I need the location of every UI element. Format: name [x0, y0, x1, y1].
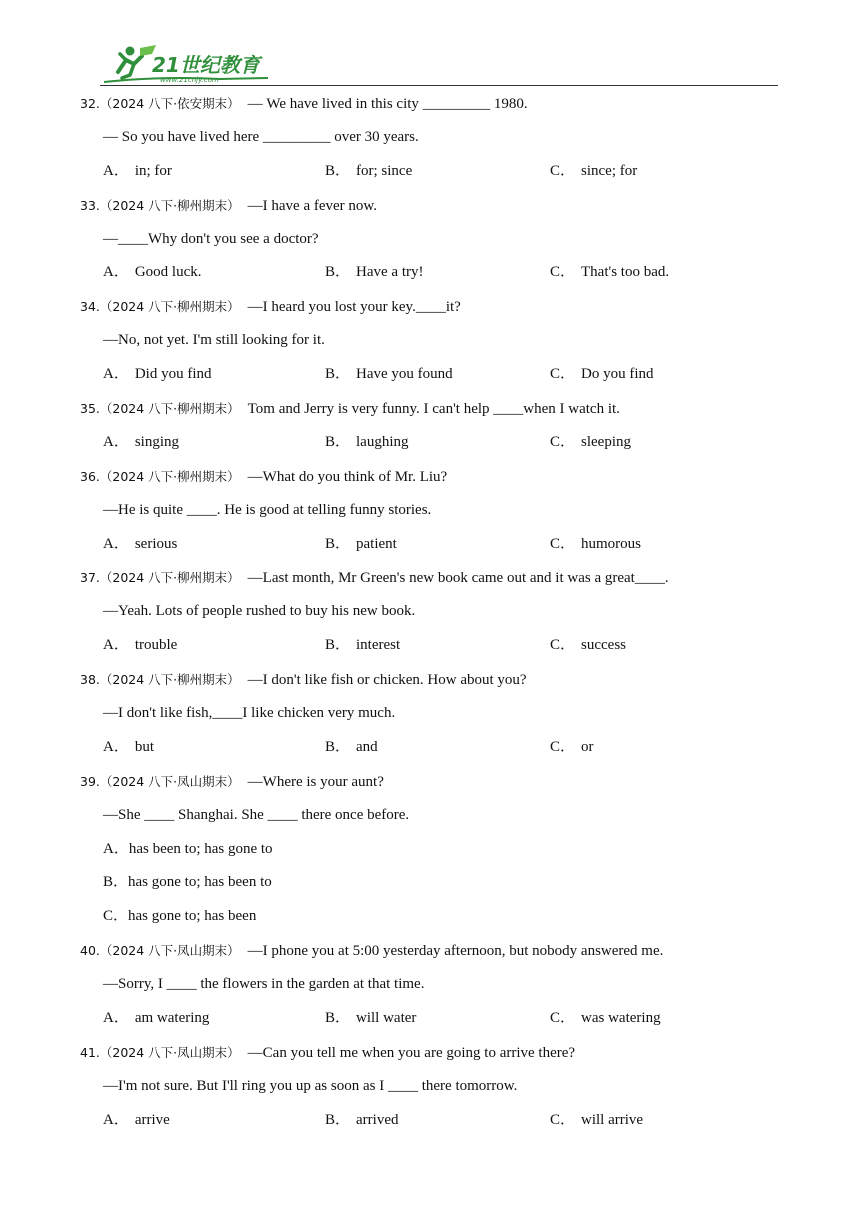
question-text: —What do you think of Mr. Liu? — [247, 468, 448, 485]
question-number: 33. — [80, 197, 100, 213]
option-letter: A． — [103, 535, 129, 552]
question-text: Tom and Jerry is very funny. I can't help ____when I watch it. — [247, 401, 620, 418]
dialogue-line: —She ____ Shanghai. She ____ there once before. — [103, 806, 410, 823]
options-row — [80, 633, 780, 667]
question-source: （2024 八下·柳州期末） — [99, 570, 240, 586]
option-text: has gone to; has been — [128, 908, 257, 925]
header-rule — [100, 85, 778, 86]
option-text: and — [356, 738, 378, 755]
option-c — [550, 159, 637, 184]
question-number: 34. — [80, 299, 100, 315]
option-text: Do you find — [581, 366, 654, 383]
option-c — [550, 1006, 661, 1031]
option-c — [550, 362, 654, 387]
options-row — [80, 735, 780, 769]
logo-21cnjy — [100, 42, 270, 84]
question-text: —I phone you at 5:00 yesterday afternoon, but nobody answered me. — [247, 943, 664, 960]
question-text: —I have a fever now. — [247, 197, 378, 214]
question-number: 40. — [80, 943, 100, 959]
options-row — [80, 260, 780, 294]
option-text: for; since — [356, 162, 413, 179]
option-c — [550, 633, 626, 658]
question-number: 38. — [80, 672, 100, 688]
question-35 — [80, 396, 780, 464]
option-text: am watering — [134, 1010, 210, 1027]
option-text: trouble — [134, 637, 178, 654]
option-letter: B． — [325, 1111, 351, 1128]
question-text: —Last month, Mr Green's new book came out and it was a great____. — [247, 570, 669, 587]
question-source: （2024 八下·柳州期末） — [99, 672, 240, 688]
question-source: （2024 八下·凤山期末） — [99, 773, 240, 789]
option-text: serious — [134, 535, 178, 552]
option-b — [325, 362, 453, 387]
option-letter: C． — [550, 738, 576, 755]
option-c — [550, 1108, 643, 1133]
option-letter: A． — [103, 1111, 129, 1128]
logo-text: 21世纪教育 — [152, 53, 260, 77]
options-row — [80, 430, 780, 464]
option-letter: C． — [550, 433, 576, 450]
option-letter: C． — [550, 366, 576, 383]
option-text: humorous — [581, 535, 642, 552]
question-stem — [80, 91, 780, 125]
option-text: patient — [356, 535, 397, 552]
option-b — [325, 430, 409, 455]
question-list — [80, 91, 780, 1142]
option-a — [103, 532, 177, 557]
page-header — [100, 40, 780, 86]
question-source: （2024 八下·柳州期末） — [99, 197, 240, 213]
question-39 — [80, 769, 780, 938]
options-row — [80, 1006, 780, 1040]
question-number: 36. — [80, 468, 100, 484]
question-number: 39. — [80, 773, 100, 789]
option-c — [550, 430, 631, 455]
question-38 — [80, 667, 780, 769]
question-stem — [80, 193, 780, 227]
option-text: Have you found — [356, 366, 453, 383]
option-a — [103, 1108, 170, 1133]
option-letter: C． — [103, 908, 129, 925]
question-stem — [80, 1040, 780, 1074]
option-a — [103, 735, 154, 760]
question-36 — [80, 464, 780, 566]
option-b — [325, 633, 400, 658]
option-letter: B． — [325, 162, 351, 179]
options-row — [80, 362, 780, 396]
question-stem — [80, 294, 780, 328]
option-text: Did you find — [134, 366, 212, 383]
dialogue-line: —I'm not sure. But I'll ring you up as soon as I ____ there tomorrow. — [103, 1077, 518, 1094]
option-text: will water — [356, 1010, 417, 1027]
option-letter: A． — [103, 264, 129, 281]
option-b — [325, 532, 397, 557]
question-text: —Can you tell me when you are going to arrive there? — [247, 1044, 576, 1061]
option-text: Have a try! — [356, 264, 424, 281]
question-number: 37. — [80, 570, 100, 586]
question-stem — [80, 938, 780, 972]
option-a — [103, 430, 179, 455]
option-letter: A． — [103, 840, 129, 857]
option-text: in; for — [134, 162, 172, 179]
question-text: — We have lived in this city _________ 1980. — [247, 96, 528, 112]
option-text: was watering — [581, 1010, 661, 1027]
option-letter: B． — [103, 874, 129, 891]
question-stem — [80, 667, 780, 701]
question-stem — [80, 565, 780, 599]
question-source: （2024 八下·柳州期末） — [99, 401, 240, 417]
options-row — [80, 159, 780, 193]
logo-url: www.21cnjy.com — [160, 76, 219, 84]
option-letter: A． — [103, 1010, 129, 1027]
option-c — [550, 260, 669, 285]
option-letter: C． — [550, 162, 576, 179]
option-letter: B． — [325, 433, 351, 450]
option-a — [103, 1006, 209, 1031]
question-source: （2024 八下·凤山期末） — [99, 1044, 240, 1060]
option-text: will arrive — [581, 1111, 644, 1128]
option-text: sleeping — [581, 433, 632, 450]
option-letter: B． — [325, 264, 351, 281]
option-text: Good luck. — [134, 264, 202, 281]
dialogue-line: —Yeah. Lots of people rushed to buy his new book. — [103, 603, 416, 620]
dialogue-line: —Sorry, I ____ the flowers in the garden at that time. — [103, 976, 425, 993]
options-row — [80, 1108, 780, 1142]
question-stem — [80, 396, 780, 430]
dialogue-line: — So you have lived here _________ over 30 years. — [103, 128, 419, 145]
option-text: has gone to; has been to — [128, 874, 272, 891]
question-33 — [80, 193, 780, 295]
option-text: since; for — [581, 162, 638, 179]
option-letter: C． — [550, 264, 576, 281]
option-b — [325, 1006, 416, 1031]
question-number: 32. — [80, 96, 100, 111]
option-text: has been to; has gone to — [128, 840, 273, 857]
option-b — [325, 260, 423, 285]
option-text: arrive — [134, 1111, 170, 1128]
option-letter: C． — [550, 1010, 576, 1027]
question-stem — [80, 769, 780, 803]
option-a — [103, 362, 212, 387]
question-number: 41. — [80, 1044, 100, 1060]
option-letter: C． — [550, 637, 576, 654]
option-letter: A． — [103, 738, 129, 755]
option-a — [80, 837, 780, 871]
option-text: arrived — [356, 1111, 399, 1128]
option-letter: A． — [103, 637, 129, 654]
option-letter: B． — [325, 637, 351, 654]
option-c — [550, 735, 594, 760]
option-c — [550, 532, 641, 557]
option-text: interest — [356, 637, 401, 654]
option-letter: C． — [550, 535, 576, 552]
dialogue-line: —I don't like fish,____I like chicken very much. — [103, 705, 396, 722]
option-a — [103, 159, 172, 184]
option-text: or — [581, 738, 594, 755]
option-letter: A． — [103, 162, 129, 179]
dialogue-line: —He is quite ____. He is good at telling funny stories. — [103, 501, 432, 518]
option-letter: A． — [103, 433, 129, 450]
question-34 — [80, 294, 780, 396]
question-text: —I heard you lost your key.____it? — [247, 299, 461, 316]
question-text: —Where is your aunt? — [247, 773, 384, 790]
question-source: （2024 八下·柳州期末） — [99, 468, 240, 484]
option-b — [80, 870, 780, 904]
option-text: singing — [134, 433, 180, 450]
question-source: （2024 八下·柳州期末） — [99, 299, 240, 315]
option-text: success — [581, 637, 627, 654]
option-letter: B． — [325, 535, 351, 552]
options-row — [80, 532, 780, 566]
question-stem — [80, 464, 780, 498]
option-a — [103, 260, 202, 285]
question-41 — [80, 1040, 780, 1142]
question-source: （2024 八下·依安期末） — [99, 96, 240, 111]
option-b — [325, 735, 378, 760]
question-source: （2024 八下·凤山期末） — [99, 943, 240, 959]
option-text: laughing — [356, 433, 409, 450]
option-text: but — [134, 738, 155, 755]
option-b — [325, 1108, 399, 1133]
option-letter: B． — [325, 366, 351, 383]
question-number: 35. — [80, 401, 100, 417]
option-c — [80, 904, 780, 938]
dialogue-line: —____Why don't you see a doctor? — [103, 230, 319, 247]
option-a — [103, 633, 177, 658]
question-text: —I don't like fish or chicken. How about you? — [247, 672, 527, 689]
question-32 — [80, 91, 780, 193]
question-40 — [80, 938, 780, 1040]
option-letter: C． — [550, 1111, 576, 1128]
dialogue-line: —No, not yet. I'm still looking for it. — [103, 332, 325, 349]
option-text: That's too bad. — [581, 264, 670, 281]
option-letter: B． — [325, 1010, 351, 1027]
option-b — [325, 159, 412, 184]
question-37 — [80, 565, 780, 667]
option-letter: B． — [325, 738, 351, 755]
option-letter: A． — [103, 366, 129, 383]
